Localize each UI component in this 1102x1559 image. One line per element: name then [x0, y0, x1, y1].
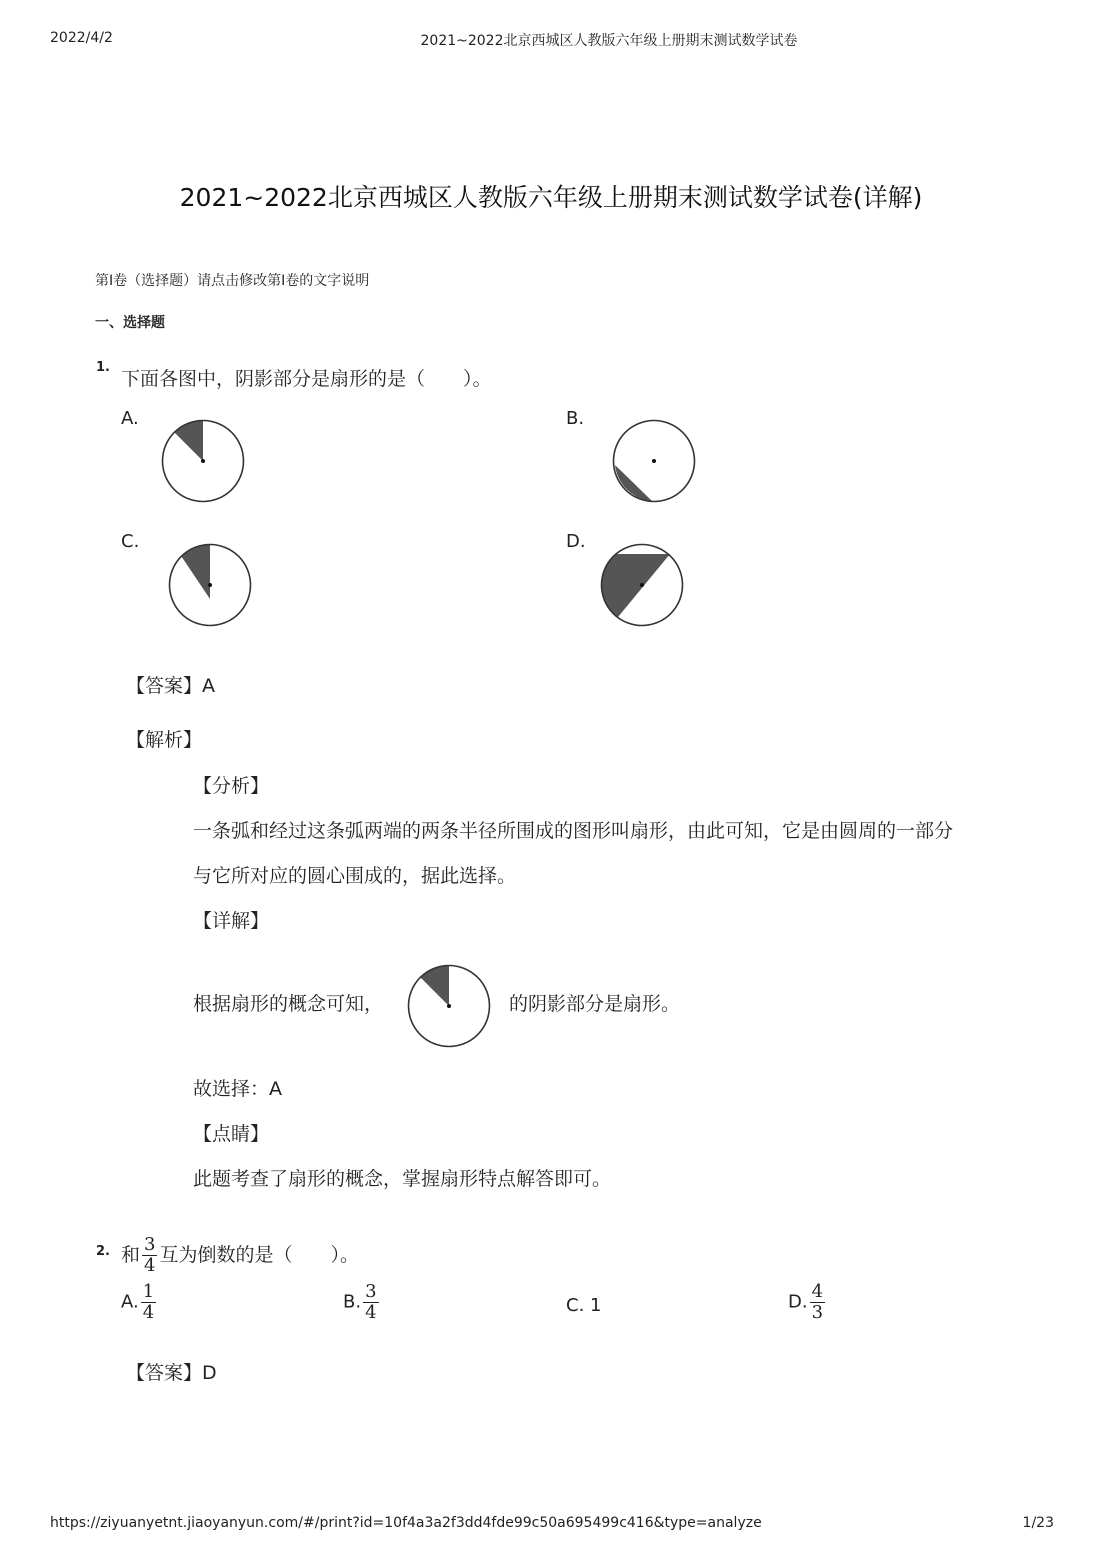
q2-option-d-label: D.	[788, 1291, 808, 1313]
q1-point-text: 此题考查了扇形的概念，掌握扇形特点解答即可。	[193, 1168, 612, 1190]
q1-option-a-figure	[161, 419, 245, 503]
q2-option-d	[788, 1282, 827, 1323]
q2-option-b-fraction	[363, 1282, 378, 1323]
q2-option-d-fraction	[810, 1282, 825, 1323]
q1-fenxi-line2: 与它所对应的圆心围成的，据此选择。	[193, 865, 517, 887]
q2-option-c: C. 1	[566, 1295, 602, 1316]
q2-fraction	[142, 1235, 157, 1276]
section-heading: 一、选择题	[95, 315, 165, 331]
q1-answer	[126, 671, 215, 698]
question-2-text	[121, 1235, 359, 1276]
q1-point-label: 【点睛】	[193, 1123, 270, 1145]
q1-option-d-label: D.	[566, 531, 586, 552]
footer-url[interactable]: https://ziyuanyetnt.jiaoyanyun.com/#/print?id=10f4a3a2f3dd4fde99c50a695499c416&type=analyze	[50, 1515, 762, 1531]
q2-option-b-num: 3	[365, 1281, 377, 1302]
q1-option-b-label: B.	[566, 408, 585, 429]
q1-choose: 故选择：A	[193, 1078, 282, 1100]
page-title: 2021~2022北京西城区人教版六年级上册期末测试数学试卷(详解)	[179, 183, 923, 212]
q1-analysis-label: 【解析】	[126, 729, 203, 751]
q2-fraction-num: 3	[144, 1234, 156, 1255]
q1-option-d-figure	[600, 543, 684, 627]
q1-option-c-label: C.	[121, 531, 140, 552]
q2-option-d-den: 3	[811, 1302, 824, 1323]
question-1-text: 下面各图中，阴影部分是扇形的是（ ）。	[121, 368, 492, 390]
q2-option-d-num: 4	[811, 1281, 824, 1302]
q1-answer-label: 【答案】	[126, 675, 203, 697]
q2-option-b-den: 4	[365, 1302, 377, 1323]
q1-fenxi-line1: 一条弧和经过这条弧两端的两条半径所围成的图形叫扇形，由此可知，它是由圆周的一部分	[193, 820, 954, 842]
q1-detail-before: 根据扇形的概念可知，	[193, 993, 384, 1015]
q1-detail-label: 【详解】	[193, 910, 270, 932]
q1-option-b-figure	[612, 419, 696, 503]
q2-option-a-label: A.	[121, 1291, 139, 1313]
q1-option-a-label: A.	[121, 408, 139, 429]
q2-option-b	[343, 1282, 381, 1323]
q2-text-before: 和	[121, 1244, 141, 1266]
question-1-number: 1.	[96, 360, 110, 375]
q1-detail-figure	[407, 964, 491, 1048]
q2-fraction-den: 4	[144, 1255, 156, 1276]
q2-option-b-label: B.	[343, 1291, 362, 1313]
volume-note: 第Ⅰ卷（选择题）请点击修改第Ⅰ卷的文字说明	[95, 273, 370, 289]
q2-option-a-num: 1	[142, 1281, 155, 1302]
q2-option-a-den: 4	[142, 1302, 155, 1323]
q2-answer-value: D	[202, 1362, 217, 1384]
question-2-number: 2.	[96, 1244, 110, 1259]
q2-answer	[126, 1358, 217, 1385]
footer-page-number: 1/23	[1022, 1515, 1054, 1531]
q1-option-c-figure	[168, 543, 252, 627]
q1-detail-after: 的阴影部分是扇形。	[509, 993, 681, 1015]
header-date: 2022/4/2	[50, 30, 113, 46]
q1-answer-value: A	[202, 675, 216, 697]
q2-option-a-fraction	[141, 1282, 156, 1323]
header-title: 2021~2022北京西城区人教版六年级上册期末测试数学试卷	[420, 33, 798, 49]
q2-option-a	[121, 1282, 158, 1323]
q2-text-after: 互为倒数的是（ ）。	[159, 1244, 359, 1266]
q1-fenxi-label: 【分析】	[193, 775, 270, 797]
q2-answer-label: 【答案】	[126, 1362, 203, 1384]
